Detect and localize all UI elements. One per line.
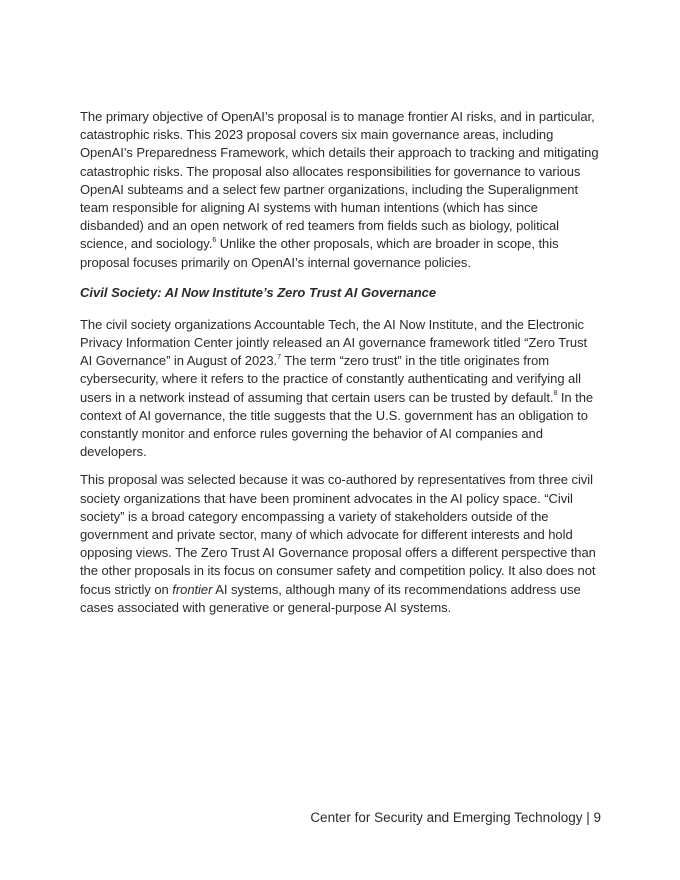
footer-separator: | xyxy=(582,810,594,825)
footnote-7[interactable]: 7 xyxy=(277,353,281,361)
paragraph-text: The civil society organizations Accountable Tech, the AI Now Institute, and the Electronic Privacy Information Center jointly released an AI governance framework titled “Zero Trust AI Governance” in August of 2023. xyxy=(80,316,588,369)
paragraph-openai-proposal xyxy=(80,108,602,272)
page-content xyxy=(80,108,602,617)
paragraph-text: This proposal was selected because it was co-authored by representatives from three civil society organizations that have been prominent advocates in the AI policy space. “Civil society” is a broad category encompassing a variety of stakeholders outside of the government and private sector, many of which advocate for different interests and hold opposing views. The Zero Trust AI Governance proposal offers a different perspective than the other proposals in its focus on consumer safety and competition policy. It also does not focus strictly on xyxy=(80,472,596,597)
footer-organization: Center for Security and Emerging Technology xyxy=(310,810,583,825)
paragraph-zero-trust-intro xyxy=(80,316,602,462)
paragraph-text: In the context of AI governance, the title suggests that the U.S. government has an obligation to constantly monitor and enforce rules governing the behavior of AI companies and developers. xyxy=(80,389,594,460)
emphasis-frontier: frontier xyxy=(172,581,213,597)
paragraph-text: The primary objective of OpenAI’s proposal is to manage frontier AI risks, and in particular, catastrophic risks. This 2023 proposal covers six main governance areas, including OpenAI’s Preparedness Framework, which details their approach to tracking and mitigating catastrophic risks. The proposal also allocates responsibilities for governance to various OpenAI subteams and a select few partner organizations, including the Superalignment team responsible for aligning AI systems with human intentions (which has since disbanded) and an open network of red teamers from fields such as biology, political science, and sociology. xyxy=(80,109,599,252)
page-number: 9 xyxy=(593,810,601,825)
section-heading: Civil Society: AI Now Institute’s Zero Trust AI Governance xyxy=(80,284,437,300)
paragraph-selection-rationale xyxy=(80,471,602,617)
paragraph-text: AI systems, although many of its recommendations address use cases associated with generative or general-purpose AI systems. xyxy=(80,581,581,615)
footnote-6[interactable]: 6 xyxy=(212,237,217,245)
paragraph-text: Unlike the other proposals, which are broader in scope, this proposal focuses primarily on OpenAI’s internal governance policies. xyxy=(80,236,559,270)
paragraph-text: The term “zero trust” in the title originates from cybersecurity, where it refers to the practice of constantly authenticating and verifying all users in a network instead of assuming that certain users can be trusted by default. xyxy=(80,353,581,405)
footnote-8[interactable]: 8 xyxy=(553,390,558,398)
page-footer xyxy=(310,809,601,827)
